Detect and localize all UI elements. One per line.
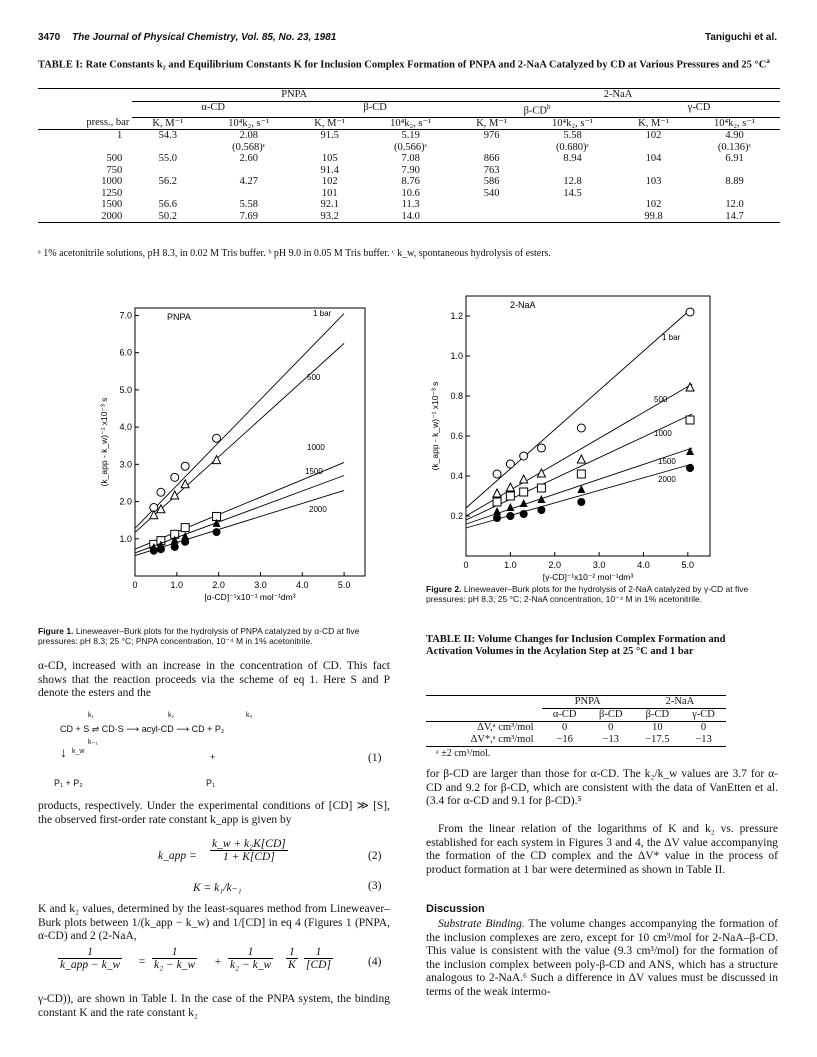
table1-subgroup: $\beta-CD^b$: [456, 101, 618, 117]
data-point: [520, 488, 528, 496]
table1-cell: [618, 142, 689, 154]
series-label: 500: [307, 373, 321, 382]
right-paragraph-1: for β-CD are larger than those for α-CD. The k₂/k_w values are 3.7 for α-CD and 9.2 for β-CD, which are consistent with the data of VanEtten et al. (3.4 for α-CD and 9.1 for β-CD).⁵: [426, 768, 778, 807]
data-point: [577, 424, 585, 432]
data-point: [686, 416, 694, 424]
table1-row: [38, 130, 780, 142]
table1-cell: 55.0: [158, 153, 177, 164]
table2-cell: −13: [602, 734, 619, 745]
data-point: [506, 483, 514, 491]
right-paragraph-3: Substrate Binding. The volume changes accompanying the formation of the inclusion complexes are zero, except for 10 cm³/mol for 2-NaA–β-CD. This value is consistent with the value (9.3 cm³/mol) for the formation of the inclusion complex between poly-β-CD and ANS, which has a structure analogous to 2-NaA.⁶ Such a difference in ΔV values must be discussed in terms of the weak intermo-: [426, 918, 778, 998]
table1-cell: 50.2: [158, 210, 177, 222]
data-point: [157, 545, 165, 553]
data-point: [577, 498, 585, 506]
x-tick-label: 2.0: [212, 580, 225, 590]
table1-cell: [689, 165, 780, 177]
table2-cell: 0: [562, 722, 568, 733]
data-point: [150, 547, 158, 555]
table1-cell: 5.58: [239, 199, 258, 210]
table1-cell: (0.568)ᶜ: [232, 141, 266, 153]
table2-row: [426, 734, 726, 747]
figure1-chart: [95, 298, 370, 618]
table1-cell: 11.3: [401, 199, 420, 210]
x-tick-label: 0: [132, 580, 138, 590]
table1-row: [38, 211, 780, 223]
reaction-scheme: k₁ k₋₁ k₂ k₃ CD + S ⇌ CD·S ⟶ acyl-CD ⟶ CD + P₂ ↓ k_w + (1) P₁ + P₂ P₁: [54, 712, 382, 788]
table1-footnote: ᵃ 1% acetonitrile solutions, pH 8.3, in 0.02 M Tris buffer. ᵇ pH 9.0 in 0.05 M Tris buffer. ᶜ k_w, spontaneous hydrolysis of esters.: [38, 248, 551, 259]
table1-cell: 104: [645, 153, 662, 164]
table1-cell: [527, 211, 618, 223]
x-axis-label: [γ-CD]⁻¹x10⁻² mol⁻¹dm³: [542, 572, 634, 582]
data-point: [537, 495, 545, 503]
table1-cell: 586: [483, 176, 500, 187]
table2-footnote: ᵃ ±2 cm³/mol.: [436, 748, 491, 759]
table1-row: [38, 176, 780, 188]
series-label: 1000: [654, 429, 672, 438]
y-tick-label: 1.0: [450, 351, 463, 361]
table1-col-header: 10⁴k₂, s⁻¹: [552, 117, 594, 129]
table1-cell: 1: [117, 130, 123, 141]
figure2-chart: [430, 290, 715, 582]
table1-cell: 1000: [101, 176, 123, 187]
series-label: 1 bar: [313, 309, 332, 318]
data-point: [520, 452, 528, 460]
data-point: [537, 484, 545, 492]
table1-cell: 8.94: [563, 153, 582, 164]
table1-cell: 750: [106, 164, 123, 176]
series-label: 500: [654, 395, 668, 404]
left-paragraph-3: K and k₂ values, determined by the least-squares method from Lineweaver–Burk plots between 1/(k_app − k_w) and 1/[CD] in eq 4 (Figures 1 (PNPA, α-CD) and 2 (2-NaA,: [38, 903, 390, 942]
data-point: [213, 456, 221, 464]
table1-col-header: press., bar: [86, 117, 130, 128]
table1-subgroup: γ-CD: [618, 101, 780, 117]
table1-cell: [132, 142, 203, 154]
data-point: [537, 506, 545, 514]
table1-cell: [527, 199, 618, 211]
table1-col-header: K, M⁻¹: [314, 117, 346, 129]
left-paragraph-1: α-CD, increased with an increase in the concentration of CD. This fact shows that the reaction proceeds via the scheme of eq 1. Here S and P denote the esters and the: [38, 660, 390, 699]
table1-cell: 101: [321, 187, 338, 199]
table1-cell: 54.3: [158, 130, 177, 141]
table1-cell: 14.7: [725, 210, 744, 222]
section-heading: Discussion: [426, 903, 485, 915]
table1-caption: TABLE I: Rate Constants k₂ and Equilibrium Constants K for Inclusion Complex Formation of PNPA and 2-NaA Catalyzed by CD at Various Pressures and 25 $^\circ C^a$: [38, 57, 770, 71]
table1-cell: 2000: [101, 210, 123, 222]
data-point: [493, 470, 501, 478]
table1-cell: 99.8: [644, 210, 663, 222]
data-point: [213, 434, 221, 442]
table2-cell: 10: [652, 722, 663, 733]
x-tick-label: 1.0: [170, 580, 184, 590]
series-label: 2000: [658, 475, 676, 484]
data-point: [686, 308, 694, 316]
x-tick-label: 5.0: [337, 580, 351, 590]
table1-cell: 105: [321, 153, 338, 164]
table1-cell: 7.69: [239, 210, 258, 222]
table1-cell: 14.0: [401, 210, 420, 222]
table1-cell: 866: [483, 153, 500, 164]
data-point: [493, 498, 501, 506]
chart-title: PNPA: [167, 312, 191, 322]
x-tick-label: 0: [463, 560, 469, 570]
table1-cell: [456, 199, 527, 211]
chart-title: 2-NaA: [510, 300, 536, 310]
table1-cell: 92.1: [320, 199, 339, 210]
table1-cell: 102: [645, 130, 662, 141]
data-point: [493, 507, 501, 515]
table1-cell: 12.0: [725, 199, 744, 210]
table1-cell: (0.680)ᶜ: [555, 141, 590, 153]
table1-col-header: 10⁴k₂, s⁻¹: [390, 117, 432, 129]
x-axis-label: [α-CD]⁻¹x10⁻¹ mol⁻¹dm³: [204, 592, 296, 602]
table1-cell: 2.08: [239, 130, 258, 141]
data-point: [506, 492, 514, 500]
table2-cell: −17.5: [645, 734, 670, 745]
table1-cell: [203, 165, 294, 177]
table1-cell: 10.6: [401, 187, 420, 199]
data-point: [493, 489, 501, 497]
table1-cell: [294, 142, 365, 154]
figure1-caption: Figure 1. Lineweaver–Burk plots for the hydrolysis of PNPA catalyzed by α-CD at five pressures: pH 8.3; 25 °C; PNPA concentration, 10⁻⁴ M in 1% acetonitrile.: [38, 626, 360, 646]
table1-row: [38, 188, 780, 200]
series-label: 1500: [658, 457, 676, 466]
fit-line: [135, 476, 344, 553]
table1-cell: 102: [645, 199, 662, 210]
x-tick-label: 3.0: [592, 560, 606, 570]
table1-cell: 91.4: [320, 164, 339, 176]
y-tick-label: 1.0: [119, 533, 132, 544]
table1-cell: 5.58: [563, 130, 582, 141]
page-number: 3470: [38, 32, 61, 43]
journal-title: The Journal of Physical Chemistry, Vol. 85, No. 23, 1981: [72, 32, 337, 43]
table1-cell: (0.136)ᶜ: [717, 141, 752, 153]
x-tick-label: 2.0: [548, 560, 561, 570]
table1-group-pnpa: PNPA: [132, 89, 456, 102]
table2-group: PNPA: [542, 696, 634, 709]
table2-row: [426, 722, 726, 735]
table1-cell: 93.2: [320, 210, 339, 222]
table1-cell: 500: [106, 153, 123, 164]
data-point: [686, 464, 694, 472]
table1-cell: 4.27: [239, 176, 258, 187]
table1-col-header: K, M⁻¹: [476, 117, 508, 129]
y-tick-label: 7.0: [119, 310, 132, 321]
table1-cell: 103: [645, 176, 662, 187]
table1-cell: 5.19: [401, 130, 420, 141]
table1-cell: [203, 188, 294, 200]
table1-col-header: K, M⁻¹: [152, 117, 184, 129]
x-tick-label: 3.0: [254, 580, 267, 590]
table2-cell: ΔV*,ᵃ cm³/mol: [470, 734, 534, 745]
table1-cell: 8.76: [401, 176, 420, 187]
table2: [426, 695, 726, 747]
equation-4: 1 k_app − k_w = $\frac{1}{\text{k₂ − k\_w}}$ + $\frac{1}{\text{k₂ − k\_w}}$ $\frac{1}{K}$ $\frac{1}{[CD]}$ (4): [60, 946, 382, 971]
table1-cell: 1250: [101, 187, 123, 199]
table1-cell: 1500: [101, 199, 123, 210]
data-point: [506, 503, 514, 511]
table1-cell: 91.5: [320, 130, 339, 141]
fit-line: [135, 490, 344, 555]
table2-cell: −13: [695, 734, 712, 745]
table2-caption: TABLE II: Volume Changes for Inclusion Complex Formation and Activation Volumes in the Acylation Step at 25 °C and 1 bar: [426, 634, 726, 657]
table1-cell: [132, 188, 203, 200]
y-tick-label: 0.2: [450, 511, 463, 521]
table1-col-header: 10⁴k₂, s⁻¹: [228, 117, 270, 129]
data-point: [181, 480, 189, 488]
data-point: [537, 444, 545, 452]
data-point: [181, 462, 189, 470]
table1-row: [38, 199, 780, 211]
x-tick-label: 4.0: [296, 580, 309, 590]
table1: [38, 88, 780, 223]
table2-cell: 0: [700, 722, 707, 733]
table1-subgroup: β-CD: [294, 101, 456, 117]
data-point: [213, 528, 221, 536]
table2-cell: 0: [608, 722, 614, 733]
table2-col-header: β-CD: [645, 709, 670, 720]
table1-cell: [456, 211, 527, 223]
data-point: [686, 447, 694, 455]
equation-3: K = k₁/k₋₁ (3): [193, 880, 382, 894]
table1-cell: 4.90: [725, 130, 744, 141]
table1-cell: 976: [483, 130, 500, 141]
data-point: [520, 499, 528, 507]
left-paragraph-2: products, respectively. Under the experimental conditions of [CD] ≫ [S], the observed first-order rate constant k_app is given by: [38, 800, 390, 826]
data-point: [506, 460, 514, 468]
y-tick-label: 5.0: [119, 384, 132, 395]
table1-cell: [456, 142, 527, 154]
table1-group-naa: 2-NaA: [456, 89, 780, 102]
table1-cell: [618, 165, 689, 177]
table1-cell: [689, 188, 780, 200]
data-point: [181, 538, 189, 546]
table1-cell: [527, 165, 618, 177]
table1-subgroup: α-CD: [132, 101, 294, 117]
data-point: [171, 491, 179, 499]
table1-col-header: 10⁴k₂, s⁻¹: [713, 117, 756, 129]
left-paragraph-4: γ-CD)), are shown in Table I. In the case of the PNPA system, the binding constant K and the rate constant k₂: [38, 993, 390, 1019]
y-tick-label: 0.8: [450, 391, 463, 401]
table1-cell: 102: [321, 176, 338, 187]
y-axis-label: (k_app - k_w)⁻¹ x10⁻³ s: [430, 381, 440, 471]
table1-cell: 8.89: [725, 176, 744, 187]
table2-cell: ΔV,ᵃ cm³/mol: [477, 722, 534, 733]
data-point: [520, 475, 528, 483]
table1-cell: 7.90: [401, 164, 420, 176]
table1-row: [38, 153, 780, 165]
data-point: [493, 514, 501, 522]
table1-cell: 12.8: [563, 176, 582, 187]
table1-cell: 763: [483, 164, 500, 176]
y-tick-label: 6.0: [119, 347, 132, 358]
table1-cell: 7.08: [401, 153, 420, 164]
figure2-caption: Figure 2. Lineweaver–Burk plots for the hydrolysis of 2-NaA catalyzed by γ-CD at five pressures: pH 8.3; 25 °C; 2-NaA concentration, 10⁻⁴ M in 1% acetonitrile.: [426, 584, 749, 604]
fit-line: [135, 314, 344, 529]
data-point: [181, 524, 189, 532]
table2-cell: −16: [556, 734, 573, 745]
table2-col-header: β-CD: [599, 709, 623, 720]
table2-group: 2-NaA: [634, 696, 726, 709]
data-point: [171, 543, 179, 551]
table1-cell: 540: [483, 187, 500, 199]
table1-row: [38, 165, 780, 177]
table1-cell: 14.5: [563, 187, 582, 199]
data-point: [520, 510, 528, 518]
equation-2: k_app = $\frac{\text{k\_w + k₂K[CD]}}{1 + K[CD]}$ (2): [158, 838, 382, 863]
x-tick-label: 5.0: [681, 560, 695, 570]
table1-cell: [618, 188, 689, 200]
table1-cell: 2.60: [239, 153, 258, 164]
y-tick-label: 4.0: [119, 422, 132, 433]
table1-cell: (0.566)ᶜ: [394, 141, 428, 153]
table1-cell: 56.6: [158, 199, 177, 210]
data-point: [506, 512, 514, 520]
y-axis-label: (k_app - k_w)⁻¹ x10⁻³ s: [99, 397, 109, 487]
table1-cell: [38, 142, 132, 154]
x-tick-label: 1.0: [504, 560, 517, 570]
data-point: [577, 455, 585, 463]
series-label: 2000: [309, 505, 327, 514]
table1-cell: 56.2: [158, 176, 177, 187]
table1-cell: 6.91: [725, 153, 744, 164]
y-tick-label: 2.0: [119, 496, 132, 507]
data-point: [577, 470, 585, 478]
plot-frame: [135, 308, 365, 576]
x-tick-label: 4.0: [637, 560, 650, 570]
data-point: [171, 473, 179, 481]
table1-cell: [132, 165, 203, 177]
y-tick-label: 0.6: [450, 431, 463, 441]
table2-col-header: α-CD: [552, 709, 577, 720]
y-tick-label: 0.4: [450, 471, 463, 481]
data-point: [157, 488, 165, 496]
running-authors: Taniguchi et al.: [704, 32, 777, 43]
series-label: 1000: [307, 443, 325, 452]
table1-row: [38, 142, 780, 154]
y-tick-label: 1.2: [450, 311, 463, 321]
table1-col-header: K, M⁻¹: [638, 117, 669, 129]
series-label: 1 bar: [662, 333, 681, 342]
series-label: 1500: [305, 467, 323, 476]
y-tick-label: 3.0: [119, 459, 132, 470]
right-paragraph-2: From the linear relation of the logarithms of K and k₂ vs. pressure established for each system in Figures 3 and 4, the ΔV value accompanying the formation of the CD complex and the ΔV* value in the process of product formation at 1 bar were determined as shown in Table II.: [426, 823, 778, 876]
table2-col-header: γ-CD: [692, 709, 715, 720]
